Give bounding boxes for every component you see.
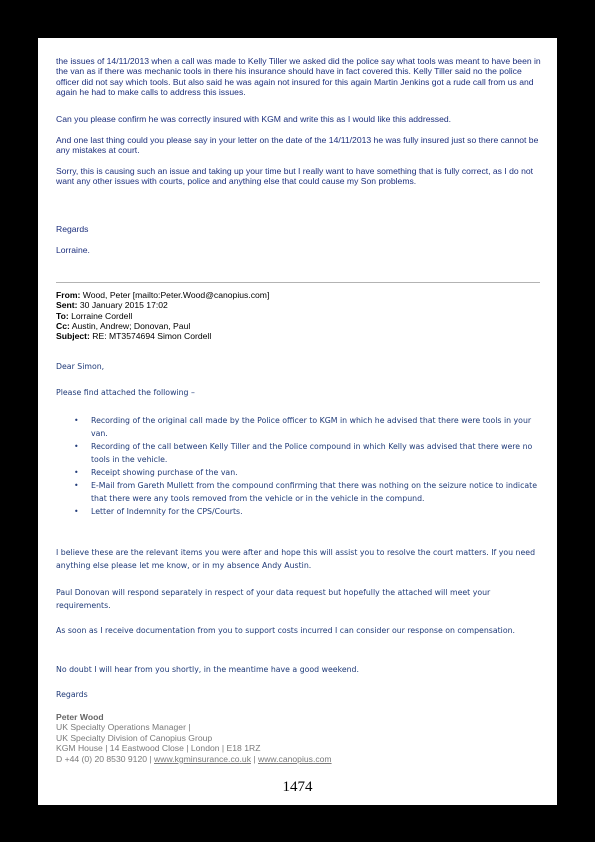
signature-address: KGM House | 14 Eastwood Close | London | E18 1RZ bbox=[56, 743, 261, 754]
email-paragraph-3: As soon as I receive documentation from you to support costs incurred I can consider our response on compensation. bbox=[56, 626, 516, 635]
list-item: • E-Mail from Gareth Mullett from the compound confirming that there was nothing on the seizure notice to indicate that there were any tools removed from the vehicle or in the vehicle in the compund. bbox=[56, 479, 546, 505]
email-header bbox=[56, 290, 546, 341]
email-greeting: Dear Simon, bbox=[56, 362, 105, 371]
sent-value: 30 January 2015 17:02 bbox=[79, 300, 168, 311]
header-subject: Subject: RE: MT3574694 Simon Cordell bbox=[56, 331, 212, 342]
kgm-website-link[interactable]: www.kgminsurance.co.uk bbox=[154, 753, 251, 764]
document-page bbox=[38, 38, 557, 805]
previous-email-regards: Regards bbox=[56, 224, 89, 234]
page-number: 1474 bbox=[282, 779, 313, 795]
from-value: Wood, Peter [mailto:Peter.Wood@canopius.com] bbox=[82, 290, 270, 300]
signature-title: UK Specialty Operations Manager | bbox=[56, 722, 191, 733]
signature-phone: D +44 (0) 20 8530 9120 | bbox=[56, 753, 152, 764]
email-intro: Please find attached the following – bbox=[56, 388, 195, 397]
previous-email-paragraph-2: Can you please confirm he was correctly insured with KGM and write this as I would like this addressed. bbox=[56, 114, 452, 124]
list-item: • Recording of the original call made by the Police officer to KGM in which he advised that there were tools in your van. bbox=[56, 414, 546, 440]
previous-email-paragraph-1: the issues of 14/11/2013 when a call was made to Kelly Tiller we asked did the police say what tools was meant to have been in the van as if there was mechanic tools in there his insurance should have in fact covered this. Kelly Tiller said no the police officer did not say which tools. But also said he was again not insured for this again Martin Jenkins got a rude call from us and again he had to make calls to address this issues. bbox=[56, 56, 541, 98]
divider bbox=[56, 282, 540, 283]
to-value: Lorraine Cordell bbox=[71, 310, 133, 321]
cc-value: Austin, Andrew; Donovan, Paul bbox=[71, 320, 191, 331]
signature-separator: | bbox=[253, 753, 256, 764]
list-item: • Recording of the call between Kelly Tiller and the Police compound in which Kelly was advised that there were no tools in the vehicle. bbox=[56, 440, 546, 466]
header-cc: Cc: Austin, Andrew; Donovan, Paul bbox=[56, 320, 191, 331]
signature-contact bbox=[56, 754, 546, 764]
email-paragraph-2: Paul Donovan will respond separately in respect of your data request but hopefully the attached will meet your requirements. bbox=[56, 588, 491, 610]
signature-division: UK Specialty Division of Canopius Group bbox=[56, 732, 213, 743]
email-regards: Regards bbox=[56, 690, 88, 699]
previous-email-paragraph-4: Sorry, this is causing such an issue and taking up your time but I really want to have something that is fully correct, as I do not want any other issues with courts, police and anything else that could cause my Son problems. bbox=[56, 166, 534, 187]
signature-name: Peter Wood bbox=[56, 712, 104, 722]
canopius-website-link[interactable]: www.canopius.com bbox=[258, 753, 332, 764]
previous-email-sender-name: Lorraine. bbox=[56, 245, 90, 255]
header-sent: Sent: 30 January 2015 17:02 bbox=[56, 300, 168, 311]
email-signature bbox=[56, 712, 546, 764]
previous-email-paragraph-3: And one last thing could you please say in your letter on the date of the 14/11/2013 he was fully insured just so there cannot be any mistakes at court. bbox=[56, 135, 539, 156]
header-from: From: Wood, Peter [mailto:Peter.Wood@canopius.com] bbox=[56, 290, 270, 300]
attachment-list bbox=[56, 414, 546, 518]
email-paragraph-4: No doubt I will hear from you shortly, in the meantime have a good weekend. bbox=[56, 665, 359, 674]
list-item: • Receipt showing purchase of the van. bbox=[56, 466, 546, 479]
list-item: • Letter of Indemnity for the CPS/Courts. bbox=[56, 505, 546, 518]
subject-value: RE: MT3574694 Simon Cordell bbox=[92, 331, 212, 342]
header-to: To: Lorraine Cordell bbox=[56, 310, 133, 321]
email-paragraph-1: I believe these are the relevant items you were after and hope this will assist you to resolve the court matters. If you need anything else please let me know, or in my absence Andy Austin. bbox=[56, 548, 536, 570]
